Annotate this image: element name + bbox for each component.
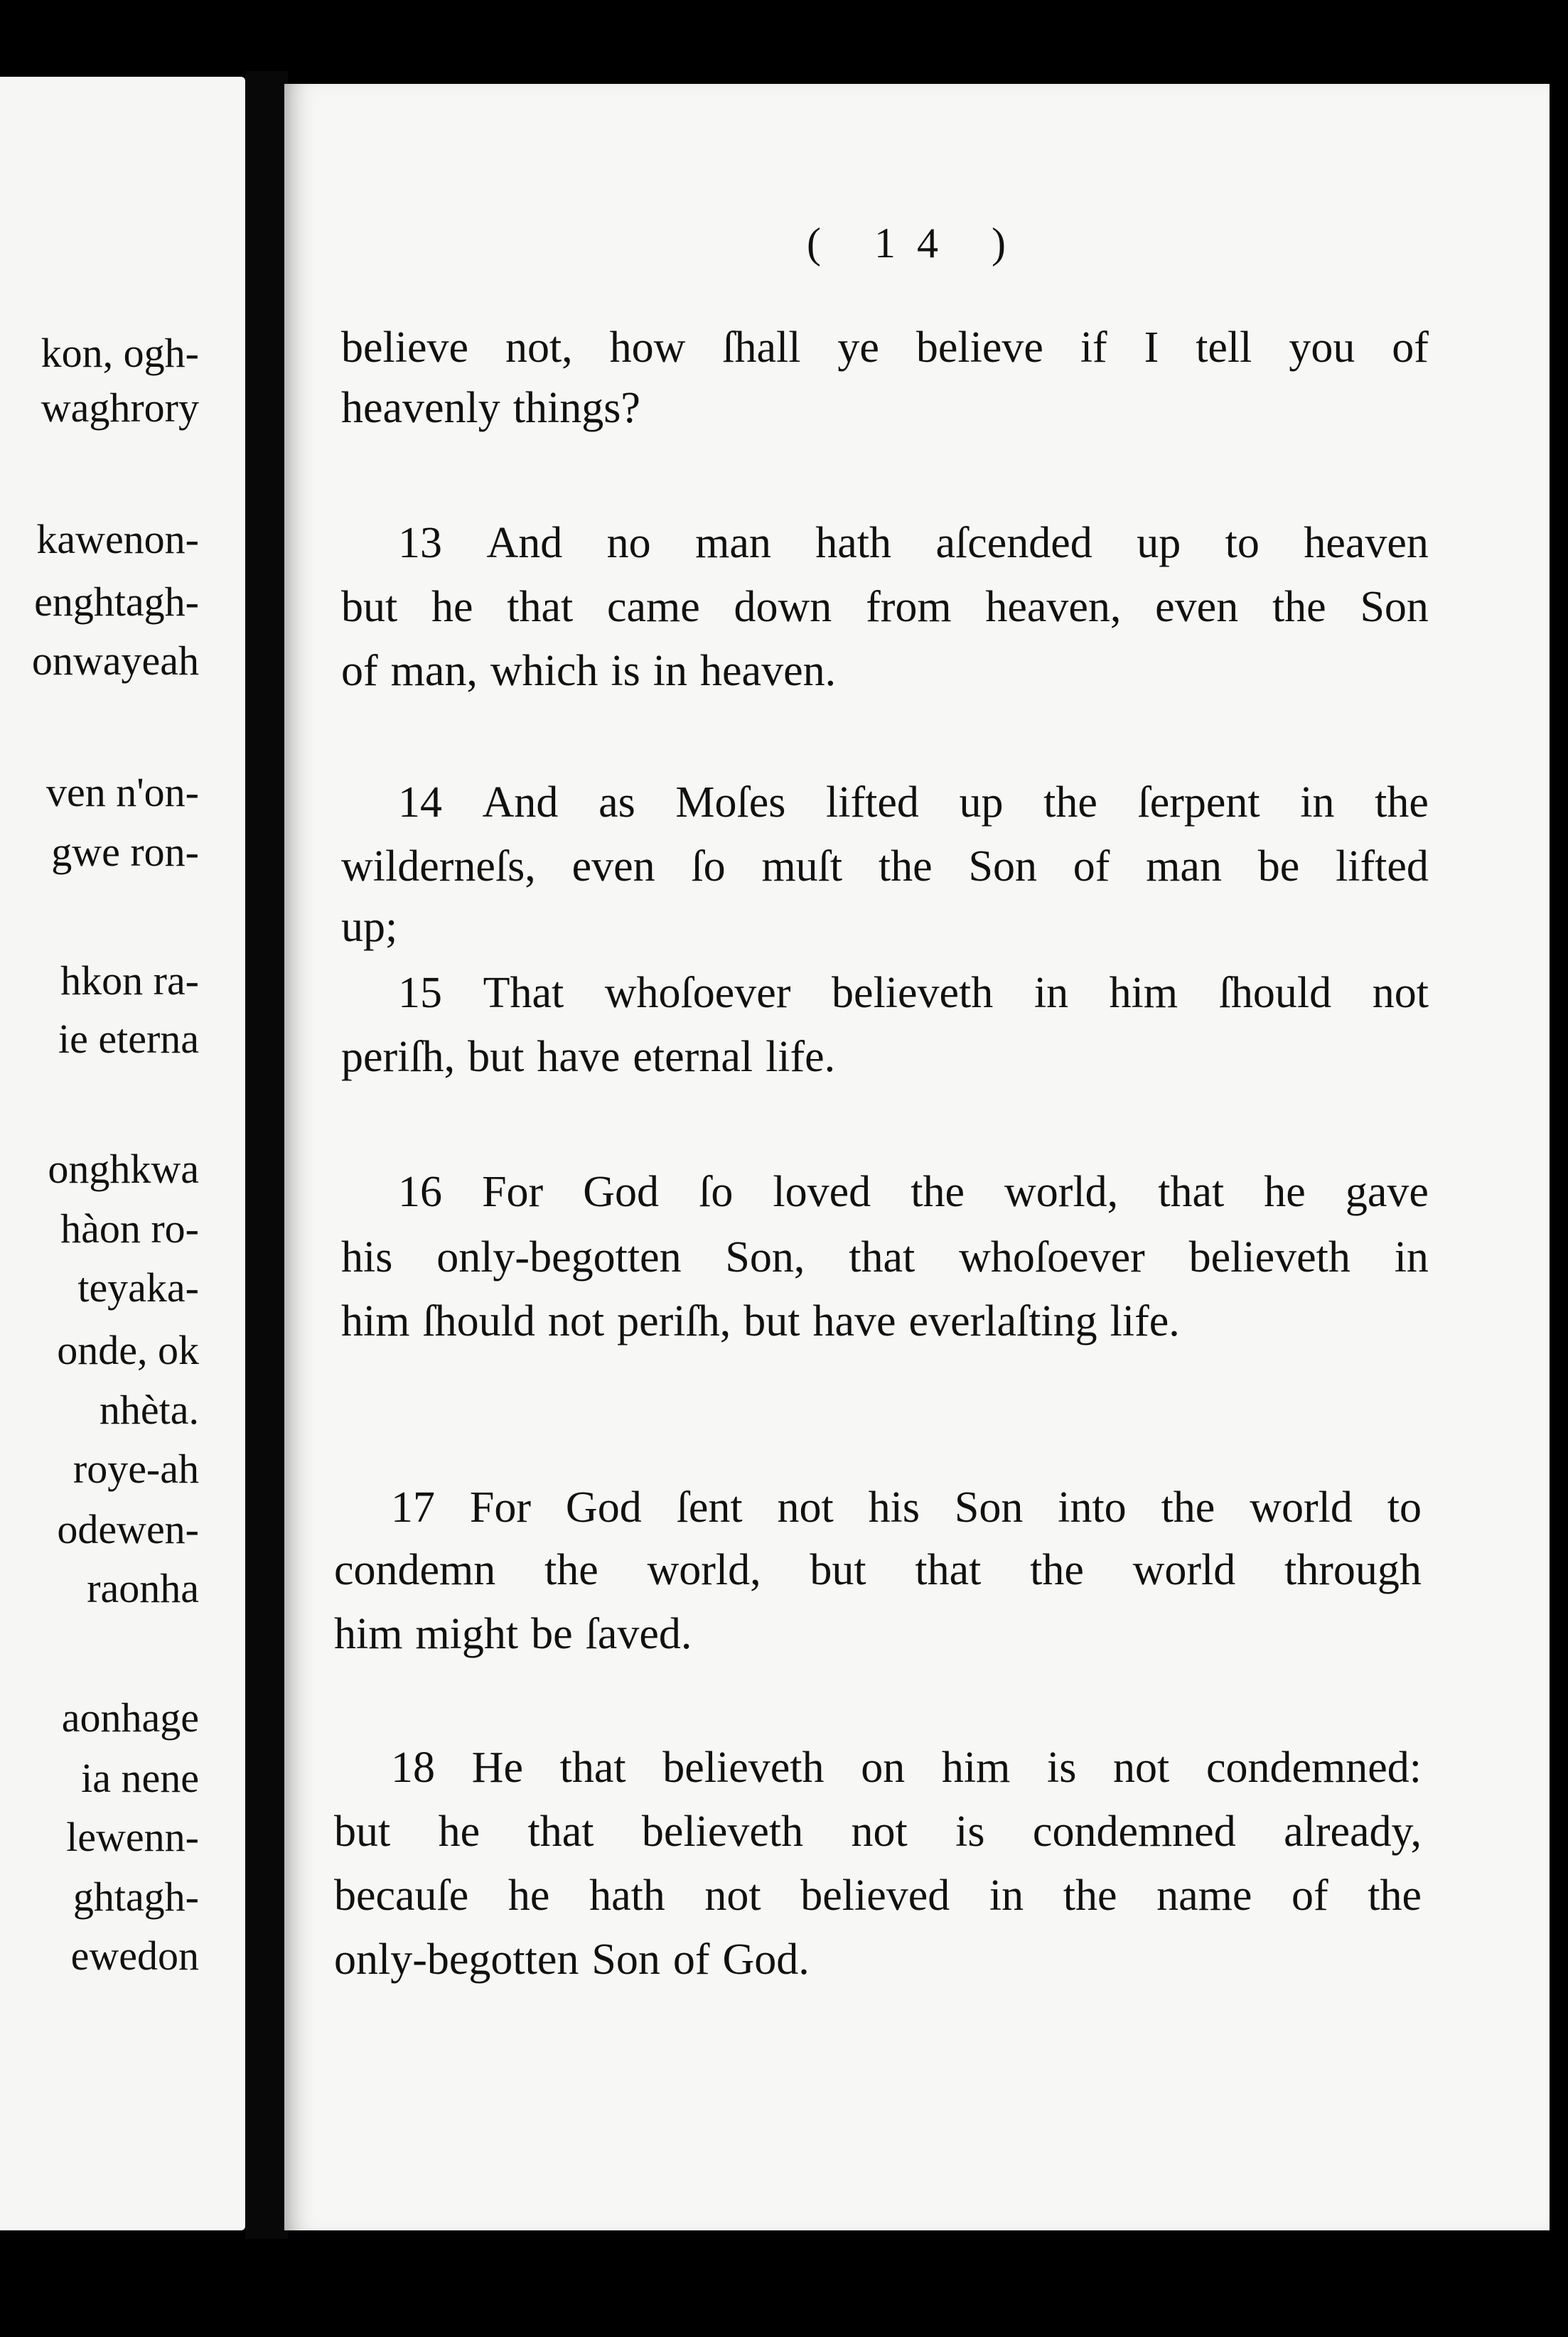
word: from <box>866 583 952 631</box>
word: even <box>1155 583 1239 631</box>
text-line <box>334 1807 1422 1856</box>
left-page-line: kawenon- <box>36 516 199 562</box>
left-page-line: ia nene <box>81 1755 199 1801</box>
word: the <box>911 1168 965 1216</box>
text-line <box>341 649 836 693</box>
word: lifted <box>826 778 919 827</box>
word: God <box>583 1168 660 1216</box>
text-line <box>341 323 1429 372</box>
word: ſhall <box>722 323 801 372</box>
word: but <box>468 1033 525 1081</box>
word: that <box>915 1546 982 1594</box>
word: the <box>878 842 933 891</box>
word: of <box>1392 323 1429 372</box>
word: came <box>607 583 700 631</box>
word: only-begotten <box>334 1935 579 1984</box>
word: how <box>609 323 686 372</box>
word: aſcended <box>935 519 1092 567</box>
left-page-line: lewenn- <box>66 1814 199 1860</box>
word: that <box>507 583 574 631</box>
word: condemned <box>1032 1807 1236 1856</box>
word: God. <box>722 1935 810 1984</box>
word: believe <box>915 323 1043 372</box>
text-line <box>341 585 1429 629</box>
word: lifted <box>1336 842 1429 891</box>
word: Son <box>954 1483 1024 1532</box>
word: That <box>483 969 564 1017</box>
word: not <box>1113 1744 1170 1792</box>
word: wilderneſs, <box>341 842 536 891</box>
word: is <box>1047 1744 1077 1792</box>
word: hath <box>815 519 892 567</box>
word: the <box>1161 1483 1215 1532</box>
word: man <box>1146 842 1222 891</box>
text-line <box>334 1548 1422 1592</box>
text-line <box>398 778 1429 827</box>
word: but <box>334 1807 391 1856</box>
word: muſt <box>761 842 843 891</box>
word: gave <box>1345 1168 1429 1216</box>
text-line <box>341 842 1429 891</box>
word: of <box>1073 842 1110 891</box>
word: becauſe <box>334 1871 469 1920</box>
text-line <box>398 1170 1429 1214</box>
word: in <box>1033 969 1069 1017</box>
word: ſerpent <box>1137 778 1260 827</box>
word: 13 <box>398 519 442 567</box>
word: if <box>1080 323 1107 372</box>
word: he <box>438 1807 480 1856</box>
word: up; <box>341 903 398 951</box>
left-page-line: waghrory <box>41 385 199 431</box>
word: up <box>1137 519 1181 567</box>
word: to <box>1387 1483 1422 1532</box>
word: up <box>959 778 1004 827</box>
text-line <box>391 1746 1422 1790</box>
word: Moſes <box>675 778 786 827</box>
word: in <box>653 647 688 695</box>
word: the <box>1030 1546 1084 1594</box>
word: be <box>531 1610 573 1658</box>
word: through <box>1284 1546 1422 1594</box>
word: ſo <box>691 842 726 891</box>
word: ſo <box>699 1168 734 1216</box>
word: ye <box>837 323 879 372</box>
word: Son <box>1360 583 1429 631</box>
word: in <box>1394 1233 1429 1282</box>
word: 17 <box>391 1483 435 1532</box>
page-number: ( 14 ) <box>807 220 1027 267</box>
word: on <box>861 1744 906 1792</box>
word: be <box>1257 842 1300 891</box>
word: 18 <box>391 1744 435 1792</box>
left-page-line: aonhage <box>61 1694 199 1741</box>
word: eternal <box>633 1033 753 1081</box>
text-line <box>391 1483 1422 1532</box>
word: that <box>849 1233 915 1282</box>
word: believe <box>341 323 469 372</box>
word: that <box>527 1807 594 1856</box>
left-page-line: roye-ah <box>73 1446 199 1492</box>
word: not <box>851 1807 908 1856</box>
word: ſaved. <box>585 1610 692 1658</box>
word: tell <box>1196 323 1252 372</box>
word: loved <box>773 1168 871 1216</box>
word: not <box>777 1483 834 1532</box>
word: him <box>941 1744 1011 1792</box>
word: And <box>486 519 563 567</box>
word: the <box>1043 778 1097 827</box>
word: which <box>490 647 598 695</box>
text-line <box>341 386 640 430</box>
word: He <box>471 1744 523 1792</box>
word: the <box>1272 583 1326 631</box>
word: God <box>565 1483 642 1532</box>
left-page-line: ie eterna <box>58 1016 199 1062</box>
word: no <box>606 519 651 567</box>
word: but <box>810 1546 866 1594</box>
word: not <box>547 1297 605 1345</box>
word: man, <box>390 647 478 695</box>
word: him <box>1109 969 1178 1017</box>
word: he <box>508 1871 550 1920</box>
word: For <box>482 1168 544 1216</box>
left-page-line: kon, ogh- <box>41 330 199 376</box>
word: is <box>955 1807 985 1856</box>
word: life. <box>1110 1297 1180 1345</box>
word: heaven, <box>985 583 1122 631</box>
word: 15 <box>398 969 442 1017</box>
text-line <box>341 1035 835 1079</box>
word: of <box>341 647 378 695</box>
word: into <box>1058 1483 1127 1532</box>
word: world <box>1250 1483 1353 1532</box>
left-page <box>0 77 245 2230</box>
word: For <box>469 1483 532 1532</box>
word: in <box>989 1871 1024 1920</box>
word: periſh, <box>617 1297 731 1345</box>
word: him <box>334 1610 403 1658</box>
right-page <box>284 84 1550 2230</box>
word: ſhould <box>1218 969 1332 1017</box>
left-page-line: gwe ron- <box>51 829 199 875</box>
text-line <box>398 521 1429 565</box>
word: believeth <box>641 1807 804 1856</box>
word: whoſoever <box>959 1233 1145 1282</box>
word: Son <box>591 1935 660 1984</box>
left-page-line: hkon ra- <box>60 957 199 1004</box>
word: periſh, <box>341 1033 456 1081</box>
word: the <box>1063 1871 1117 1920</box>
word: name <box>1156 1871 1252 1920</box>
word: is <box>611 647 640 695</box>
word: in <box>1300 778 1335 827</box>
word: his <box>341 1233 393 1282</box>
word: his <box>868 1483 920 1532</box>
word: to <box>1225 519 1260 567</box>
word: world, <box>1004 1168 1119 1216</box>
word: 16 <box>398 1168 442 1216</box>
left-page-line: onde, ok <box>57 1327 199 1373</box>
word: as <box>598 778 635 827</box>
left-page-line: ghtagh- <box>73 1874 199 1920</box>
left-page-line: raonha <box>87 1565 199 1611</box>
word: Son <box>968 842 1037 891</box>
word: ſent <box>676 1483 743 1532</box>
word: believed <box>800 1871 950 1920</box>
left-page-line: ven n'on- <box>45 769 199 815</box>
word: things? <box>512 384 640 432</box>
word: of <box>672 1935 710 1984</box>
word: condemned: <box>1205 1744 1422 1792</box>
left-page-line: ewedon <box>70 1933 199 1979</box>
word: that <box>559 1744 626 1792</box>
word: not, <box>505 323 573 372</box>
word: heaven. <box>700 647 837 695</box>
word: might <box>415 1610 519 1658</box>
word: the <box>1375 778 1429 827</box>
word: of <box>1291 1871 1328 1920</box>
text-line <box>334 1871 1422 1920</box>
book-spine <box>245 71 288 2239</box>
word: man <box>695 519 771 567</box>
word: have <box>537 1033 621 1081</box>
word: the <box>544 1546 598 1594</box>
word: ſhould <box>422 1297 535 1345</box>
text-line <box>341 1233 1429 1282</box>
word: whoſoever <box>604 969 791 1017</box>
text-line <box>334 1935 810 1984</box>
word: but <box>341 583 398 631</box>
word: even <box>571 842 655 891</box>
word: that <box>1158 1168 1225 1216</box>
word: down <box>734 583 832 631</box>
word: world, <box>647 1546 761 1594</box>
text-line <box>334 1612 692 1656</box>
word: not <box>1372 969 1429 1017</box>
left-page-line: enghtagh- <box>34 579 199 625</box>
word: heavenly <box>341 384 500 432</box>
word: the <box>1368 1871 1422 1920</box>
word: already, <box>1284 1807 1422 1856</box>
word: world <box>1132 1546 1236 1594</box>
word: I <box>1144 323 1159 372</box>
left-page-line: onwayeah <box>31 638 199 684</box>
left-page-line: nhèta. <box>99 1387 199 1433</box>
word: not <box>704 1871 761 1920</box>
left-page-line: teyaka- <box>77 1264 199 1311</box>
word: life. <box>766 1033 836 1081</box>
word: but <box>743 1297 800 1345</box>
word: he <box>1264 1168 1306 1216</box>
text-line <box>341 905 397 949</box>
left-page-line: hàon ro- <box>60 1205 199 1252</box>
left-page-line: odewen- <box>57 1506 199 1552</box>
text-line <box>341 1299 1180 1343</box>
word: Son, <box>725 1233 805 1282</box>
word: have <box>812 1297 896 1345</box>
word: heaven <box>1304 519 1429 567</box>
word: him <box>341 1297 410 1345</box>
word: he <box>431 583 473 631</box>
word: everlaſting <box>908 1297 1097 1345</box>
left-page-line: onghkwa <box>48 1146 199 1192</box>
word: 14 <box>398 778 442 827</box>
word: believeth <box>832 969 994 1017</box>
word: you <box>1289 323 1355 372</box>
word: And <box>482 778 559 827</box>
word: condemn <box>334 1546 496 1594</box>
word: believeth <box>1188 1233 1350 1282</box>
word: only-begotten <box>436 1233 682 1282</box>
word: hath <box>589 1871 665 1920</box>
word: believeth <box>662 1744 825 1792</box>
text-line <box>398 971 1429 1015</box>
